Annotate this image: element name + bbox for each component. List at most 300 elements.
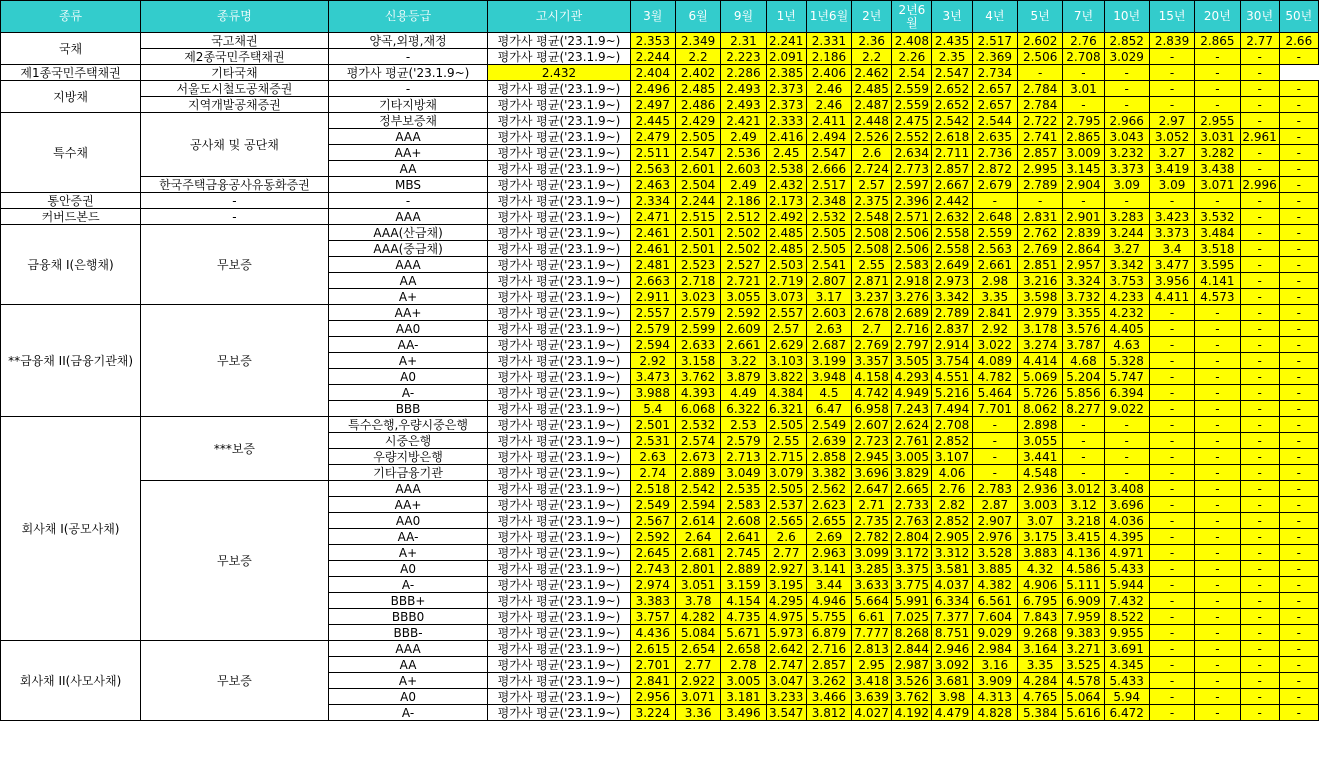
rate-value-cell: - bbox=[1149, 641, 1194, 657]
rate-value-cell: 3.762 bbox=[892, 689, 932, 705]
credit-grade-cell: AAA bbox=[328, 641, 488, 657]
rate-value-cell: 2.784 bbox=[1018, 97, 1063, 113]
rate-value-cell: 2.479 bbox=[630, 129, 675, 145]
rate-value-cell: - bbox=[1104, 465, 1149, 481]
credit-grade-cell: A+ bbox=[328, 289, 488, 305]
rate-value-cell: 5.4 bbox=[630, 401, 675, 417]
agency-cell: 평가사 평균('23.1.9~) bbox=[488, 177, 630, 193]
credit-grade-cell: 정부보증채 bbox=[328, 113, 488, 129]
rate-value-cell: 2.565 bbox=[766, 513, 806, 529]
credit-grade-cell: AAA bbox=[328, 257, 488, 273]
rate-value-cell: 2.241 bbox=[766, 33, 806, 49]
rate-value-cell: 3.375 bbox=[892, 561, 932, 577]
rate-value-cell: 3.049 bbox=[721, 465, 766, 481]
rate-value-cell: 2.46 bbox=[806, 97, 851, 113]
rate-value-cell: - bbox=[1149, 561, 1194, 577]
rate-value-cell: - bbox=[1240, 353, 1279, 369]
rate-value-cell: - bbox=[1240, 433, 1279, 449]
rate-value-cell: 2.871 bbox=[852, 273, 892, 289]
rate-value-cell: - bbox=[1240, 241, 1279, 257]
credit-grade-cell: 기타국채 bbox=[141, 65, 329, 81]
rate-value-cell: 2.642 bbox=[766, 641, 806, 657]
table-row bbox=[1, 209, 1319, 225]
agency-cell: 평가사 평균('23.1.9~) bbox=[488, 673, 630, 689]
column-header: 3월 bbox=[630, 1, 675, 33]
rate-value-cell: 2.558 bbox=[932, 241, 972, 257]
rate-value-cell: 6.394 bbox=[1104, 385, 1149, 401]
rate-value-cell: - bbox=[1104, 81, 1149, 97]
rate-value-cell: 3.17 bbox=[806, 289, 851, 305]
rate-value-cell: 3.576 bbox=[1063, 321, 1104, 337]
type-name-cell: 제2종국민주택채권 bbox=[141, 49, 329, 65]
rate-value-cell: 4.313 bbox=[972, 689, 1017, 705]
rate-value-cell: - bbox=[1279, 561, 1318, 577]
rate-value-cell: - bbox=[1240, 417, 1279, 433]
rate-value-cell: 2.544 bbox=[972, 113, 1017, 129]
rate-value-cell: - bbox=[1240, 369, 1279, 385]
rate-value-cell: - bbox=[1240, 657, 1279, 673]
rate-value-cell: - bbox=[972, 433, 1017, 449]
rate-value-cell: 3.312 bbox=[932, 545, 972, 561]
rate-value-cell: 4.742 bbox=[852, 385, 892, 401]
rate-value-cell: 2.512 bbox=[721, 209, 766, 225]
rate-value-cell: 3.071 bbox=[675, 689, 720, 705]
rate-value-cell: 2.74 bbox=[630, 465, 675, 481]
table-header bbox=[1, 1, 1319, 33]
rate-value-cell: 2.26 bbox=[892, 49, 932, 65]
rate-value-cell: 4.345 bbox=[1104, 657, 1149, 673]
rate-value-cell: 3.003 bbox=[1018, 497, 1063, 513]
rate-value-cell: 3.022 bbox=[972, 337, 1017, 353]
rate-value-cell: 3.423 bbox=[1149, 209, 1194, 225]
rate-value-cell: 2.432 bbox=[766, 177, 806, 193]
rate-value-cell: 2.505 bbox=[675, 129, 720, 145]
credit-grade-cell: AA+ bbox=[328, 497, 488, 513]
rate-value-cell: 3.276 bbox=[892, 289, 932, 305]
rate-value-cell: 4.036 bbox=[1104, 513, 1149, 529]
rate-value-cell: 3.528 bbox=[972, 545, 1017, 561]
rate-value-cell: 2.547 bbox=[675, 145, 720, 161]
rate-value-cell: 2.607 bbox=[852, 417, 892, 433]
rate-value-cell: 2.349 bbox=[675, 33, 720, 49]
table-body bbox=[1, 33, 1319, 721]
rate-value-cell: 2.681 bbox=[675, 545, 720, 561]
rate-value-cell: 2.715 bbox=[766, 449, 806, 465]
rate-value-cell: 2.922 bbox=[675, 673, 720, 689]
rate-value-cell: 2.548 bbox=[852, 209, 892, 225]
rate-value-cell: 2.77 bbox=[766, 545, 806, 561]
rate-value-cell: 2.461 bbox=[630, 241, 675, 257]
rate-value-cell: 4.027 bbox=[852, 705, 892, 721]
rate-value-cell: 7.959 bbox=[1063, 609, 1104, 625]
rate-value-cell: - bbox=[1279, 97, 1318, 113]
rate-value-cell: 3.691 bbox=[1104, 641, 1149, 657]
agency-cell: 평가사 평균('23.1.9~) bbox=[488, 465, 630, 481]
type-name-cell: 국고채권 bbox=[141, 33, 329, 49]
rate-value-cell: 2.987 bbox=[892, 657, 932, 673]
header-row bbox=[1, 1, 1319, 33]
rate-value-cell: 2.46 bbox=[806, 81, 851, 97]
type-name-cell: 무보증 bbox=[141, 225, 329, 305]
rate-value-cell: 2.471 bbox=[630, 209, 675, 225]
rate-value-cell: - bbox=[1279, 641, 1318, 657]
rate-value-cell: 2.661 bbox=[721, 337, 766, 353]
rate-value-cell: - bbox=[1240, 689, 1279, 705]
rate-value-cell: 2.831 bbox=[1018, 209, 1063, 225]
rate-value-cell: - bbox=[972, 449, 1017, 465]
rate-value-cell: 2.984 bbox=[972, 641, 1017, 657]
rate-value-cell: - bbox=[1195, 353, 1240, 369]
rate-value-cell: - bbox=[1279, 273, 1318, 289]
credit-grade-cell: A- bbox=[328, 705, 488, 721]
rate-value-cell: - bbox=[1195, 385, 1240, 401]
rate-value-cell: - bbox=[1240, 49, 1279, 65]
rate-value-cell: 3.762 bbox=[675, 369, 720, 385]
table-row bbox=[1, 97, 1319, 113]
rate-value-cell: 2.55 bbox=[766, 433, 806, 449]
rate-value-cell: 2.645 bbox=[630, 545, 675, 561]
rate-value-cell: 3.175 bbox=[1018, 529, 1063, 545]
rate-value-cell: 5.328 bbox=[1104, 353, 1149, 369]
rate-value-cell: 4.436 bbox=[630, 625, 675, 641]
credit-grade-cell: AA bbox=[328, 657, 488, 673]
credit-grade-cell: AAA(산금채) bbox=[328, 225, 488, 241]
rate-value-cell: 2.769 bbox=[1018, 241, 1063, 257]
rate-value-cell: - bbox=[1195, 657, 1240, 673]
rate-value-cell: 4.158 bbox=[852, 369, 892, 385]
rate-value-cell: 2.946 bbox=[932, 641, 972, 657]
rate-value-cell: - bbox=[1149, 657, 1194, 673]
column-header: 20년 bbox=[1195, 1, 1240, 33]
rate-value-cell: 2.654 bbox=[675, 641, 720, 657]
rate-value-cell: 2.858 bbox=[806, 449, 851, 465]
rate-value-cell: 4.295 bbox=[766, 593, 806, 609]
rate-value-cell: 5.664 bbox=[852, 593, 892, 609]
rate-value-cell: 2.505 bbox=[766, 481, 806, 497]
rate-value-cell: 2.789 bbox=[932, 305, 972, 321]
rate-value-cell: 2.76 bbox=[932, 481, 972, 497]
rate-value-cell: 2.92 bbox=[972, 321, 1017, 337]
rate-value-cell: 2.532 bbox=[806, 209, 851, 225]
rate-value-cell: - bbox=[1018, 65, 1063, 81]
rate-value-cell: - bbox=[1149, 81, 1194, 97]
rate-value-cell: 2.49 bbox=[721, 129, 766, 145]
type-name-cell: 제1종국민주택채권 bbox=[1, 65, 141, 81]
rate-value-cell: 2.559 bbox=[892, 81, 932, 97]
type-name-cell: 서울도시철도공채증권 bbox=[141, 81, 329, 97]
rate-value-cell: 3.09 bbox=[1149, 177, 1194, 193]
rate-value-cell: 3.98 bbox=[932, 689, 972, 705]
rate-value-cell: 3.595 bbox=[1195, 257, 1240, 273]
rate-value-cell: 2.505 bbox=[766, 417, 806, 433]
rate-value-cell: - bbox=[1104, 433, 1149, 449]
rate-value-cell: 2.373 bbox=[766, 81, 806, 97]
rate-value-cell: 3.16 bbox=[972, 657, 1017, 673]
rate-value-cell: - bbox=[1195, 577, 1240, 593]
rate-value-cell: 2.494 bbox=[806, 129, 851, 145]
rate-value-cell: 2.481 bbox=[630, 257, 675, 273]
rate-value-cell: 2.552 bbox=[892, 129, 932, 145]
rate-value-cell: - bbox=[972, 193, 1017, 209]
rate-value-cell: 6.958 bbox=[852, 401, 892, 417]
rate-value-cell: 2.747 bbox=[766, 657, 806, 673]
rate-value-cell: 5.973 bbox=[766, 625, 806, 641]
category-cell: **금융채 II(금융기관채) bbox=[1, 305, 141, 417]
rate-value-cell: 2.531 bbox=[630, 433, 675, 449]
credit-grade-cell: AAA bbox=[328, 129, 488, 145]
rate-value-cell: - bbox=[1149, 593, 1194, 609]
rate-value-cell: - bbox=[1149, 497, 1194, 513]
rate-value-cell: 4.411 bbox=[1149, 289, 1194, 305]
rate-value-cell: 2.485 bbox=[675, 81, 720, 97]
rate-value-cell: - bbox=[1195, 625, 1240, 641]
rate-value-cell: - bbox=[1149, 353, 1194, 369]
rate-value-cell: 3.218 bbox=[1063, 513, 1104, 529]
rate-value-cell: 2.736 bbox=[972, 145, 1017, 161]
rate-value-cell: - bbox=[1149, 97, 1194, 113]
rate-value-cell: 3.22 bbox=[721, 353, 766, 369]
agency-cell: 평가사 평균('23.1.9~) bbox=[488, 545, 630, 561]
rate-value-cell: - bbox=[1149, 369, 1194, 385]
rate-value-cell: - bbox=[1240, 145, 1279, 161]
agency-cell: 평가사 평균('23.1.9~) bbox=[488, 401, 630, 417]
rate-value-cell: - bbox=[1279, 513, 1318, 529]
rate-value-cell: 2.502 bbox=[721, 241, 766, 257]
rate-value-cell: 7.843 bbox=[1018, 609, 1063, 625]
rate-value-cell: 3.441 bbox=[1018, 449, 1063, 465]
table-row bbox=[1, 641, 1319, 657]
rate-value-cell: 2.541 bbox=[806, 257, 851, 273]
rate-value-cell: - bbox=[1195, 305, 1240, 321]
rate-value-cell: - bbox=[1240, 337, 1279, 353]
rate-value-cell: 2.49 bbox=[721, 177, 766, 193]
rate-value-cell: - bbox=[1195, 193, 1240, 209]
rate-value-cell: 3.232 bbox=[1104, 145, 1149, 161]
rate-value-cell: - bbox=[1279, 241, 1318, 257]
rate-value-cell: 3.145 bbox=[1063, 161, 1104, 177]
rate-value-cell: 2.844 bbox=[892, 641, 932, 657]
rate-value-cell: 4.548 bbox=[1018, 465, 1063, 481]
rate-value-cell: 3.159 bbox=[721, 577, 766, 593]
rate-value-cell: 4.479 bbox=[932, 705, 972, 721]
rate-value-cell: 2.594 bbox=[630, 337, 675, 353]
rate-value-cell: 2.505 bbox=[806, 241, 851, 257]
rate-value-cell: 2.784 bbox=[1018, 81, 1063, 97]
column-header: 7년 bbox=[1063, 1, 1104, 33]
rate-value-cell: 2.98 bbox=[972, 273, 1017, 289]
rate-value-cell: - bbox=[1195, 449, 1240, 465]
credit-grade-cell: BBB- bbox=[328, 625, 488, 641]
rate-value-cell: 3.031 bbox=[1195, 129, 1240, 145]
rate-value-cell: - bbox=[1063, 433, 1104, 449]
agency-cell: 평가사 평균('23.1.9~) bbox=[488, 305, 630, 321]
category-cell: 회사채 I(공모사채) bbox=[1, 417, 141, 641]
rate-value-cell: 2.918 bbox=[892, 273, 932, 289]
rate-value-cell: 6.909 bbox=[1063, 593, 1104, 609]
rate-value-cell: 2.837 bbox=[932, 321, 972, 337]
credit-grade-cell: AA0 bbox=[328, 321, 488, 337]
rate-value-cell: 2.547 bbox=[932, 65, 972, 81]
credit-grade-cell: AA0 bbox=[328, 513, 488, 529]
category-cell: 지방채 bbox=[1, 81, 141, 113]
rate-value-cell: 2.995 bbox=[1018, 161, 1063, 177]
rate-value-cell: 2.583 bbox=[721, 497, 766, 513]
rate-value-cell: 4.63 bbox=[1104, 337, 1149, 353]
rate-value-cell: - bbox=[1195, 401, 1240, 417]
rate-value-cell: 2.173 bbox=[766, 193, 806, 209]
rate-value-cell: 2.839 bbox=[1149, 33, 1194, 49]
rate-value-cell: 2.542 bbox=[932, 113, 972, 129]
agency-cell: 평가사 평균('23.1.9~) bbox=[488, 705, 630, 721]
rate-value-cell: 3.342 bbox=[932, 289, 972, 305]
table-row bbox=[1, 305, 1319, 321]
rate-value-cell: 3.073 bbox=[766, 289, 806, 305]
agency-cell: 평가사 평균('23.1.9~) bbox=[488, 529, 630, 545]
rate-value-cell: - bbox=[1063, 449, 1104, 465]
rate-value-cell: 2.634 bbox=[892, 145, 932, 161]
rate-value-cell: 2.724 bbox=[852, 161, 892, 177]
column-header: 5년 bbox=[1018, 1, 1063, 33]
rate-value-cell: 2.557 bbox=[630, 305, 675, 321]
rate-value-cell: 2.956 bbox=[630, 689, 675, 705]
rate-value-cell: 5.111 bbox=[1063, 577, 1104, 593]
rate-value-cell: 2.559 bbox=[892, 97, 932, 113]
rate-value-cell: - bbox=[1195, 689, 1240, 705]
credit-grade-cell: 시중은행 bbox=[328, 433, 488, 449]
rate-value-cell: 2.602 bbox=[1018, 33, 1063, 49]
rate-value-cell: 2.223 bbox=[721, 49, 766, 65]
rate-value-cell: 7.243 bbox=[892, 401, 932, 417]
rate-value-cell: 3.532 bbox=[1195, 209, 1240, 225]
rate-value-cell: 3.526 bbox=[892, 673, 932, 689]
rate-value-cell: 4.735 bbox=[721, 609, 766, 625]
rate-value-cell: 3.27 bbox=[1149, 145, 1194, 161]
rate-value-cell: 3.633 bbox=[852, 577, 892, 593]
rate-value-cell: 2.976 bbox=[972, 529, 1017, 545]
rate-value-cell: - bbox=[1149, 305, 1194, 321]
rate-value-cell: 3.408 bbox=[1104, 481, 1149, 497]
table-row bbox=[1, 65, 1319, 81]
rate-value-cell: 4.395 bbox=[1104, 529, 1149, 545]
rate-value-cell: 6.879 bbox=[806, 625, 851, 641]
rate-value-cell: 2.615 bbox=[630, 641, 675, 657]
rate-value-cell: 3.181 bbox=[721, 689, 766, 705]
rate-value-cell: 2.741 bbox=[1018, 129, 1063, 145]
rate-value-cell: 4.32 bbox=[1018, 561, 1063, 577]
rate-value-cell: - bbox=[1240, 257, 1279, 273]
rate-value-cell: - bbox=[1195, 609, 1240, 625]
rate-value-cell: 4.782 bbox=[972, 369, 1017, 385]
rate-value-cell: 4.949 bbox=[892, 385, 932, 401]
rate-value-cell: 2.966 bbox=[1104, 113, 1149, 129]
rate-value-cell: 2.77 bbox=[675, 657, 720, 673]
column-header: 종류명 bbox=[141, 1, 329, 33]
rate-value-cell: 2.421 bbox=[721, 113, 766, 129]
rate-value-cell: 2.648 bbox=[972, 209, 1017, 225]
category-cell: 금융채 I(은행채) bbox=[1, 225, 141, 305]
rate-value-cell: 2.722 bbox=[1018, 113, 1063, 129]
rate-value-cell: 3.274 bbox=[1018, 337, 1063, 353]
rate-value-cell: 5.944 bbox=[1104, 577, 1149, 593]
rate-value-cell: 6.795 bbox=[1018, 593, 1063, 609]
table-row bbox=[1, 225, 1319, 241]
rate-value-cell: 3.438 bbox=[1195, 161, 1240, 177]
rate-value-cell: - bbox=[1279, 145, 1318, 161]
rate-value-cell: 5.616 bbox=[1063, 705, 1104, 721]
rate-value-cell: - bbox=[1279, 481, 1318, 497]
rate-value-cell: - bbox=[1279, 545, 1318, 561]
rate-value-cell: 3.36 bbox=[675, 705, 720, 721]
rate-value-cell: 5.747 bbox=[1104, 369, 1149, 385]
rate-value-cell: - bbox=[1279, 433, 1318, 449]
agency-cell: 평가사 평균('23.1.9~) bbox=[488, 561, 630, 577]
rate-value-cell: 3.012 bbox=[1063, 481, 1104, 497]
rate-value-cell: - bbox=[1279, 529, 1318, 545]
rate-value-cell: - bbox=[1149, 337, 1194, 353]
rate-value-cell: - bbox=[1149, 705, 1194, 721]
rate-value-cell: 3.237 bbox=[852, 289, 892, 305]
rate-value-cell: 2.55 bbox=[852, 257, 892, 273]
rate-value-cell: 7.701 bbox=[972, 401, 1017, 417]
rate-value-cell: - bbox=[1279, 705, 1318, 721]
rate-value-cell: 2.904 bbox=[1063, 177, 1104, 193]
rate-value-cell: 2.711 bbox=[932, 145, 972, 161]
rate-value-cell: 2.708 bbox=[932, 417, 972, 433]
rate-value-cell: - bbox=[1149, 385, 1194, 401]
rate-value-cell: - bbox=[1149, 417, 1194, 433]
rate-value-cell: - bbox=[1195, 97, 1240, 113]
rate-value-cell: 3.885 bbox=[972, 561, 1017, 577]
rate-value-cell: - bbox=[972, 417, 1017, 433]
rate-value-cell: 2.769 bbox=[852, 337, 892, 353]
rate-value-cell: 3.071 bbox=[1195, 177, 1240, 193]
rate-value-cell: 2.678 bbox=[852, 305, 892, 321]
agency-cell: 평가사 평균('23.1.9~) bbox=[488, 49, 630, 65]
rate-value-cell: 2.583 bbox=[892, 257, 932, 273]
rate-value-cell: 3.988 bbox=[630, 385, 675, 401]
rate-value-cell: 2.54 bbox=[892, 65, 932, 81]
rate-value-cell: 2.579 bbox=[675, 305, 720, 321]
rate-value-cell: 2.286 bbox=[721, 65, 766, 81]
rate-value-cell: 2.404 bbox=[630, 65, 675, 81]
rate-value-cell: 4.828 bbox=[972, 705, 1017, 721]
rate-value-cell: 6.334 bbox=[932, 593, 972, 609]
rate-value-cell: 2.901 bbox=[1063, 209, 1104, 225]
rate-value-cell: 2.518 bbox=[630, 481, 675, 497]
rate-value-cell: 2.735 bbox=[852, 513, 892, 529]
rate-value-cell: 2.657 bbox=[972, 97, 1017, 113]
rate-value-cell: 2.955 bbox=[1195, 113, 1240, 129]
rate-value-cell: 2.396 bbox=[892, 193, 932, 209]
rate-value-cell: 3.382 bbox=[806, 465, 851, 481]
rate-value-cell: 2.78 bbox=[721, 657, 766, 673]
credit-grade-cell: AA- bbox=[328, 529, 488, 545]
rate-value-cell: 3.753 bbox=[1104, 273, 1149, 289]
rate-value-cell: 2.592 bbox=[630, 529, 675, 545]
column-header: 2년 bbox=[852, 1, 892, 33]
rate-value-cell: - bbox=[1149, 673, 1194, 689]
rate-value-cell: 2.889 bbox=[675, 465, 720, 481]
rate-value-cell: 2.716 bbox=[892, 321, 932, 337]
rate-value-cell: - bbox=[1240, 161, 1279, 177]
rate-value-cell: 3.244 bbox=[1104, 225, 1149, 241]
rate-value-cell: 2.485 bbox=[766, 225, 806, 241]
rate-value-cell: 3.35 bbox=[972, 289, 1017, 305]
rate-value-cell: 3.681 bbox=[932, 673, 972, 689]
credit-grade-cell: AAA bbox=[328, 481, 488, 497]
rate-value-cell: 2.633 bbox=[675, 337, 720, 353]
rate-value-cell: 2.2 bbox=[852, 49, 892, 65]
